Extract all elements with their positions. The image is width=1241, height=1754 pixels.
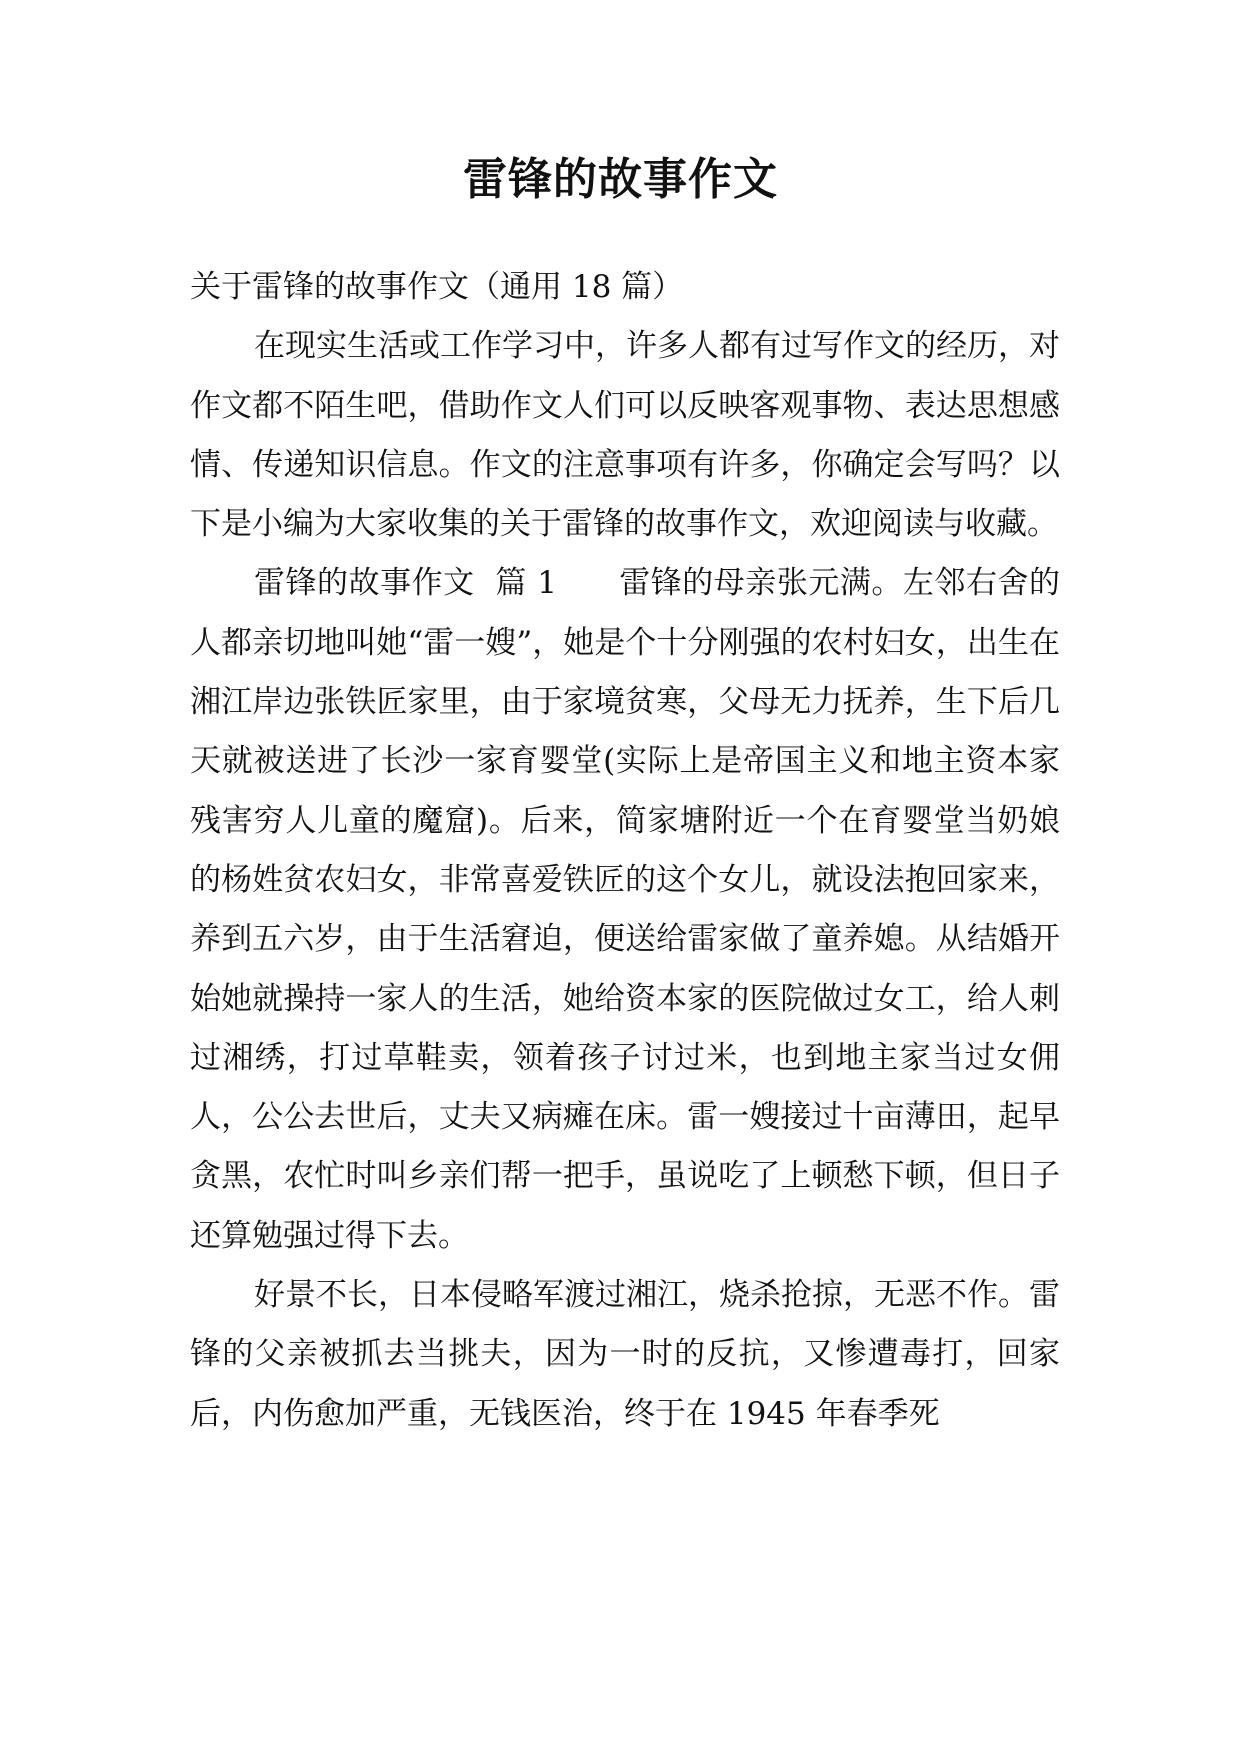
paragraph-intro: 在现实生活或工作学习中，许多人都有过写作文的经历，对作文都不陌生吧，借助作文人们可以反映客观事物、表达思想感情、传递知识信息。作文的注意事项有许多，你确定会写吗？以下是小编为大家收集的关于雷锋的故事作文，欢迎阅读与收藏。 — [190, 328, 1060, 543]
document-body — [190, 258, 1060, 1444]
paragraph-story-2: 好景不长，日本侵略军渡过湘江，烧杀抢掠，无恶不作。雷锋的父亲被抓去当挑夫，因为一时的反抗，又惨遭毒打，回家后，内伤愈加严重，无钱医治，终于在 1945 年春季死 — [190, 1277, 1060, 1432]
document-subtitle: 关于雷锋的故事作文（通用 18 篇） — [190, 269, 684, 305]
document-title: 雷锋的故事作文 — [463, 154, 778, 205]
paragraph-story-1: 雷锋的故事作文 篇 1 雷锋的母亲张元满。左邻右舍的人都亲切地叫她“雷一嫂”，她是个十分刚强的农村妇女，出生在湘江岸边张铁匠家里，由于家境贫寒，父母无力抚养，生下后几天就被送进了长沙一家育婴堂(实际上是帝国主义和地主资本家残害穷人儿童的魔窟)。后来，简家塘附近一个在育婴堂当奶娘的杨姓贫农妇女，非常喜爱铁匠的这个女儿，就设法抱回家来，养到五六岁，由于生活窘迫，便送给雷家做了童养媳。从结婚开始她就操持一家人的生活，她给资本家的医院做过女工，给人刺过湘绣，打过草鞋卖，领着孩子讨过米，也到地主家当过女佣人，公公去世后，丈夫又病瘫在床。雷一嫂接过十亩薄田，起早贪黑，农忙时叫乡亲们帮一把手，虽说吃了上顿愁下顿，但日子还算勉强过得下去。 — [190, 565, 1060, 1254]
